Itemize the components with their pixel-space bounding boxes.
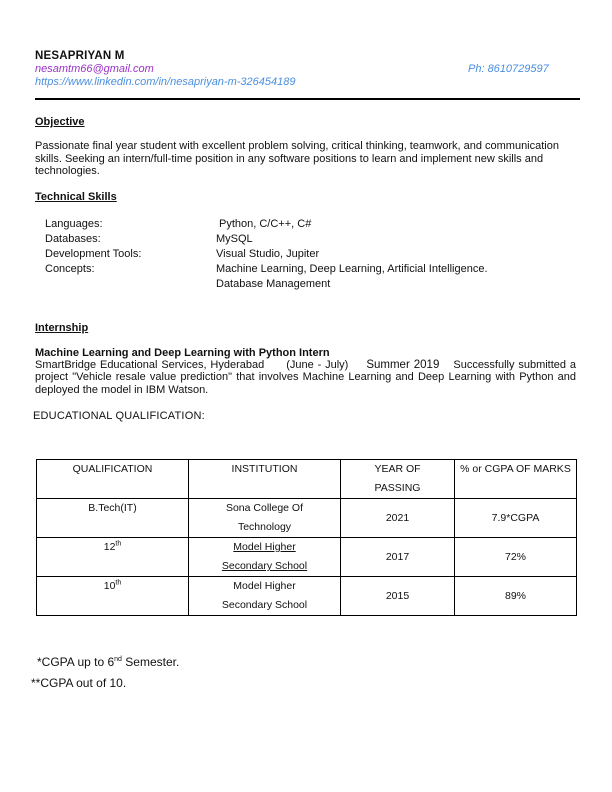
internship-title: Machine Learning and Deep Learning with Python Intern: [35, 347, 330, 359]
column-header-institution: INSTITUTION: [189, 460, 341, 499]
table-row: [37, 577, 577, 616]
column-header-qualification: QUALIFICATION: [37, 460, 189, 499]
table-row: [37, 538, 577, 577]
cell-marks: 89%: [455, 577, 577, 616]
skill-label-concepts: Concepts:: [45, 263, 95, 275]
skills-heading: Technical Skills: [35, 191, 117, 203]
cell-marks: 7.9*CGPA: [455, 499, 577, 538]
skill-value-languages: Python, C/C++, C#: [219, 218, 312, 230]
footnote-cgpa-semester: *CGPA up to 6nd Semester.: [37, 655, 180, 669]
internship-body: [35, 359, 576, 396]
table-row: [37, 499, 577, 538]
skill-label-databases: Databases:: [45, 233, 101, 245]
skill-label-tools: Development Tools:: [45, 248, 142, 260]
skill-value-databases: MySQL: [216, 233, 253, 245]
internship-heading: Internship: [35, 322, 89, 334]
skill-value-extra: Database Management: [216, 278, 331, 290]
cell-institution: Sona College Of Technology: [189, 499, 341, 538]
cell-year: 2015: [341, 577, 455, 616]
phone-number: Ph: 8610729597: [468, 63, 549, 75]
skill-value-tools: Visual Studio, Jupiter: [216, 248, 320, 260]
cell-institution: Model Higher Secondary School: [189, 538, 341, 577]
skill-value-concepts: Machine Learning, Deep Learning, Artificial Intelligence.: [216, 263, 488, 275]
column-header-year: YEAR OF PASSING: [341, 460, 455, 499]
education-heading: EDUCATIONAL QUALIFICATION:: [33, 410, 205, 422]
cell-year: 2017: [341, 538, 455, 577]
header-divider: [35, 98, 580, 100]
table-header-row: [37, 460, 577, 499]
cell-marks: 72%: [455, 538, 577, 577]
cell-year: 2021: [341, 499, 455, 538]
internship-description: Successfully submitted a project "Vehicle resale value prediction" that involves Machine Learning and Deep Learning with Python and deployed the model in IBM Watson.: [35, 359, 576, 396]
column-header-marks: % or CGPA OF MARKS: [455, 460, 577, 499]
cell-qualification: 12th: [37, 538, 189, 577]
email-link[interactable]: nesamtm66@gmail.com: [35, 63, 154, 75]
education-table: [36, 459, 577, 616]
cell-qualification: B.Tech(IT): [37, 499, 189, 538]
cell-institution: Model Higher Secondary School: [189, 577, 341, 616]
linkedin-link[interactable]: https://www.linkedin.com/in/nesapriyan-m-326454189: [35, 76, 296, 88]
candidate-name: NESAPRIYAN M: [35, 50, 125, 62]
objective-heading: Objective: [35, 116, 85, 128]
cell-qualification: 10th: [37, 577, 189, 616]
internship-company: SmartBridge Educational Services, Hyderabad: [35, 359, 265, 371]
footnote-cgpa-scale: **CGPA out of 10.: [31, 676, 127, 690]
internship-period: (June - July): [286, 359, 349, 371]
internship-season: Summer 2019: [366, 359, 440, 371]
skill-label-languages: Languages:: [45, 218, 103, 230]
objective-text: Passionate final year student with excellent problem solving, critical thinking, teamwork, and communication skills. Seeking an intern/full-time position in any software positions to learn and implement new skills and technologies.: [35, 140, 559, 177]
